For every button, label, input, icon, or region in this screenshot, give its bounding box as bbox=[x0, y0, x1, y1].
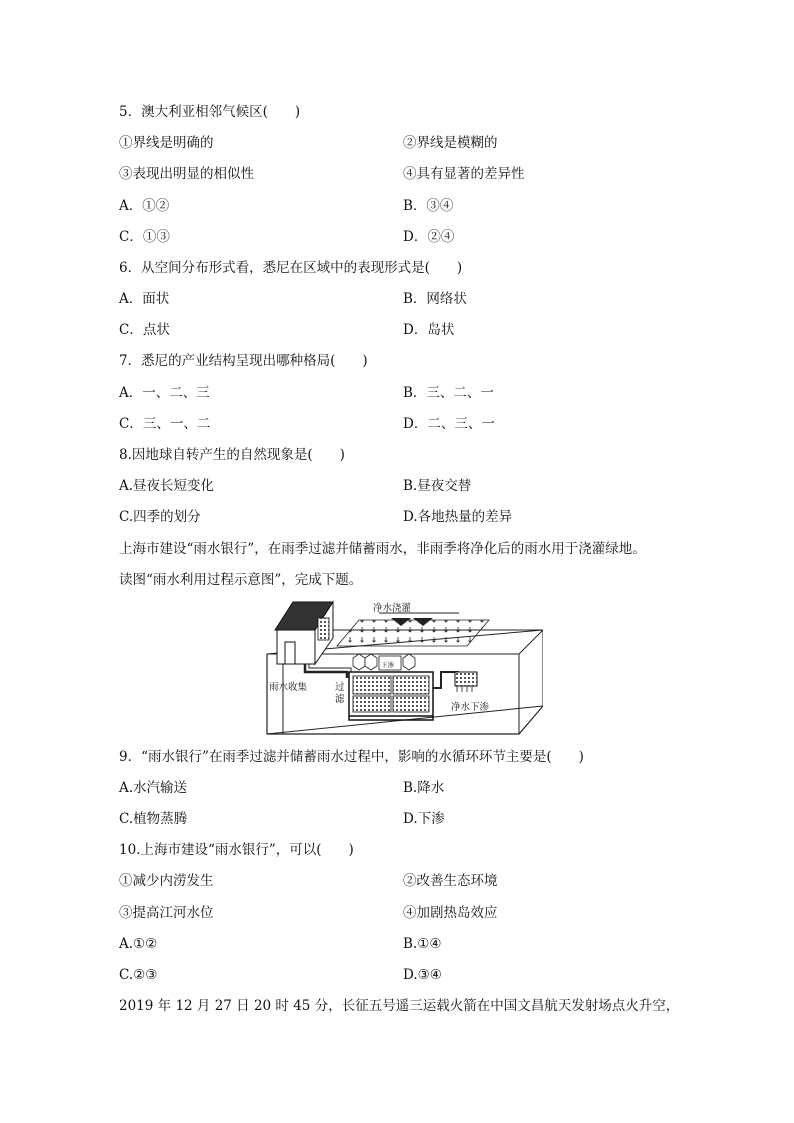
q8-choice-d[interactable]: D.各地热量的差异 bbox=[403, 509, 513, 525]
q5-choice-c[interactable]: C．①③ bbox=[119, 229, 170, 245]
q10-choice-b[interactable]: B.①④ bbox=[403, 936, 442, 952]
q10-choice-d[interactable]: D.③④ bbox=[403, 967, 442, 983]
label-downflow: 下渗 bbox=[381, 661, 394, 669]
q10-option-3: ③提高江河水位 bbox=[119, 905, 214, 921]
q5-option-3: ③表现出明显的相似性 bbox=[119, 166, 254, 182]
q8-choice-b[interactable]: B.昼夜交替 bbox=[403, 478, 472, 494]
rainwater-process-diagram bbox=[263, 596, 543, 738]
q5-choice-b[interactable]: B．③④ bbox=[403, 198, 454, 214]
q5-stem: 5．澳大利亚相邻气候区( ) bbox=[119, 104, 301, 120]
label-irrigation: 净水浇灌 bbox=[373, 603, 412, 614]
label-filter-1: 过 bbox=[335, 682, 345, 693]
q8-choice-c[interactable]: C.四季的划分 bbox=[119, 509, 201, 525]
q5-option-2: ②界线是模糊的 bbox=[403, 135, 498, 151]
q7-choice-a[interactable]: A．一、二、三 bbox=[119, 385, 210, 401]
q10-choice-a[interactable]: A.①② bbox=[119, 936, 158, 952]
q6-choice-c[interactable]: C．点状 bbox=[119, 322, 170, 338]
q10-choice-c[interactable]: C.②③ bbox=[119, 967, 158, 983]
label-rain-collect: 雨水收集 bbox=[269, 682, 308, 693]
passage-line-1: 上海市建设“雨水银行”，在雨季过滤并储蓄雨水，非雨季将净化后的雨水用于浇灌绿地。 bbox=[119, 541, 646, 557]
q9-stem: 9．“雨水银行”在雨季过滤并储蓄雨水过程中，影响的水循环环节主要是( ) bbox=[119, 749, 584, 765]
passage-line-2: 读图“雨水利用过程示意图”，完成下题。 bbox=[119, 572, 363, 588]
q6-choice-a[interactable]: A．面状 bbox=[119, 291, 170, 307]
q9-choice-a[interactable]: A.水汽输送 bbox=[119, 780, 188, 796]
passage2-line-1: 2019 年 12 月 27 日 20 时 45 分，长征五号遥三运载火箭在中国文昌航天发射场点火升空， bbox=[119, 998, 680, 1014]
q9-choice-d[interactable]: D.下渗 bbox=[403, 811, 445, 827]
q6-choice-b[interactable]: B．网络状 bbox=[403, 291, 467, 307]
q10-option-1: ①减少内涝发生 bbox=[119, 873, 214, 889]
q7-choice-c[interactable]: C．三、一、二 bbox=[119, 416, 211, 432]
q9-choice-c[interactable]: C.植物蒸腾 bbox=[119, 811, 188, 827]
q8-stem: 8.因地球自转产生的自然现象是( ) bbox=[119, 447, 345, 463]
q9-choice-b[interactable]: B.降水 bbox=[403, 780, 445, 796]
q5-choice-d[interactable]: D．②④ bbox=[403, 229, 455, 245]
q6-choice-d[interactable]: D．岛状 bbox=[403, 322, 455, 338]
q7-choice-d[interactable]: D．二、三、一 bbox=[403, 416, 495, 432]
q5-option-4: ④具有显著的差异性 bbox=[403, 166, 525, 182]
q10-option-2: ②改善生态环境 bbox=[403, 873, 498, 889]
label-filter-2: 滤 bbox=[335, 694, 345, 705]
q8-choice-a[interactable]: A.昼夜长短变化 bbox=[119, 478, 215, 494]
q5-choice-a[interactable]: A．①② bbox=[119, 198, 170, 214]
label-clean-water-seep: 净水下渗 bbox=[451, 702, 490, 713]
q7-stem: 7．悉尼的产业结构呈现出哪种格局( ) bbox=[119, 353, 368, 369]
q5-option-1: ①界线是明确的 bbox=[119, 135, 214, 151]
q7-choice-b[interactable]: B．三、二、一 bbox=[403, 385, 494, 401]
q6-stem: 6．从空间分布形式看，悉尼在区域中的表现形式是( ) bbox=[119, 260, 463, 276]
q10-stem: 10.上海市建设“雨水银行”，可以( ) bbox=[119, 842, 354, 858]
q10-option-4: ④加剧热岛效应 bbox=[403, 905, 498, 921]
